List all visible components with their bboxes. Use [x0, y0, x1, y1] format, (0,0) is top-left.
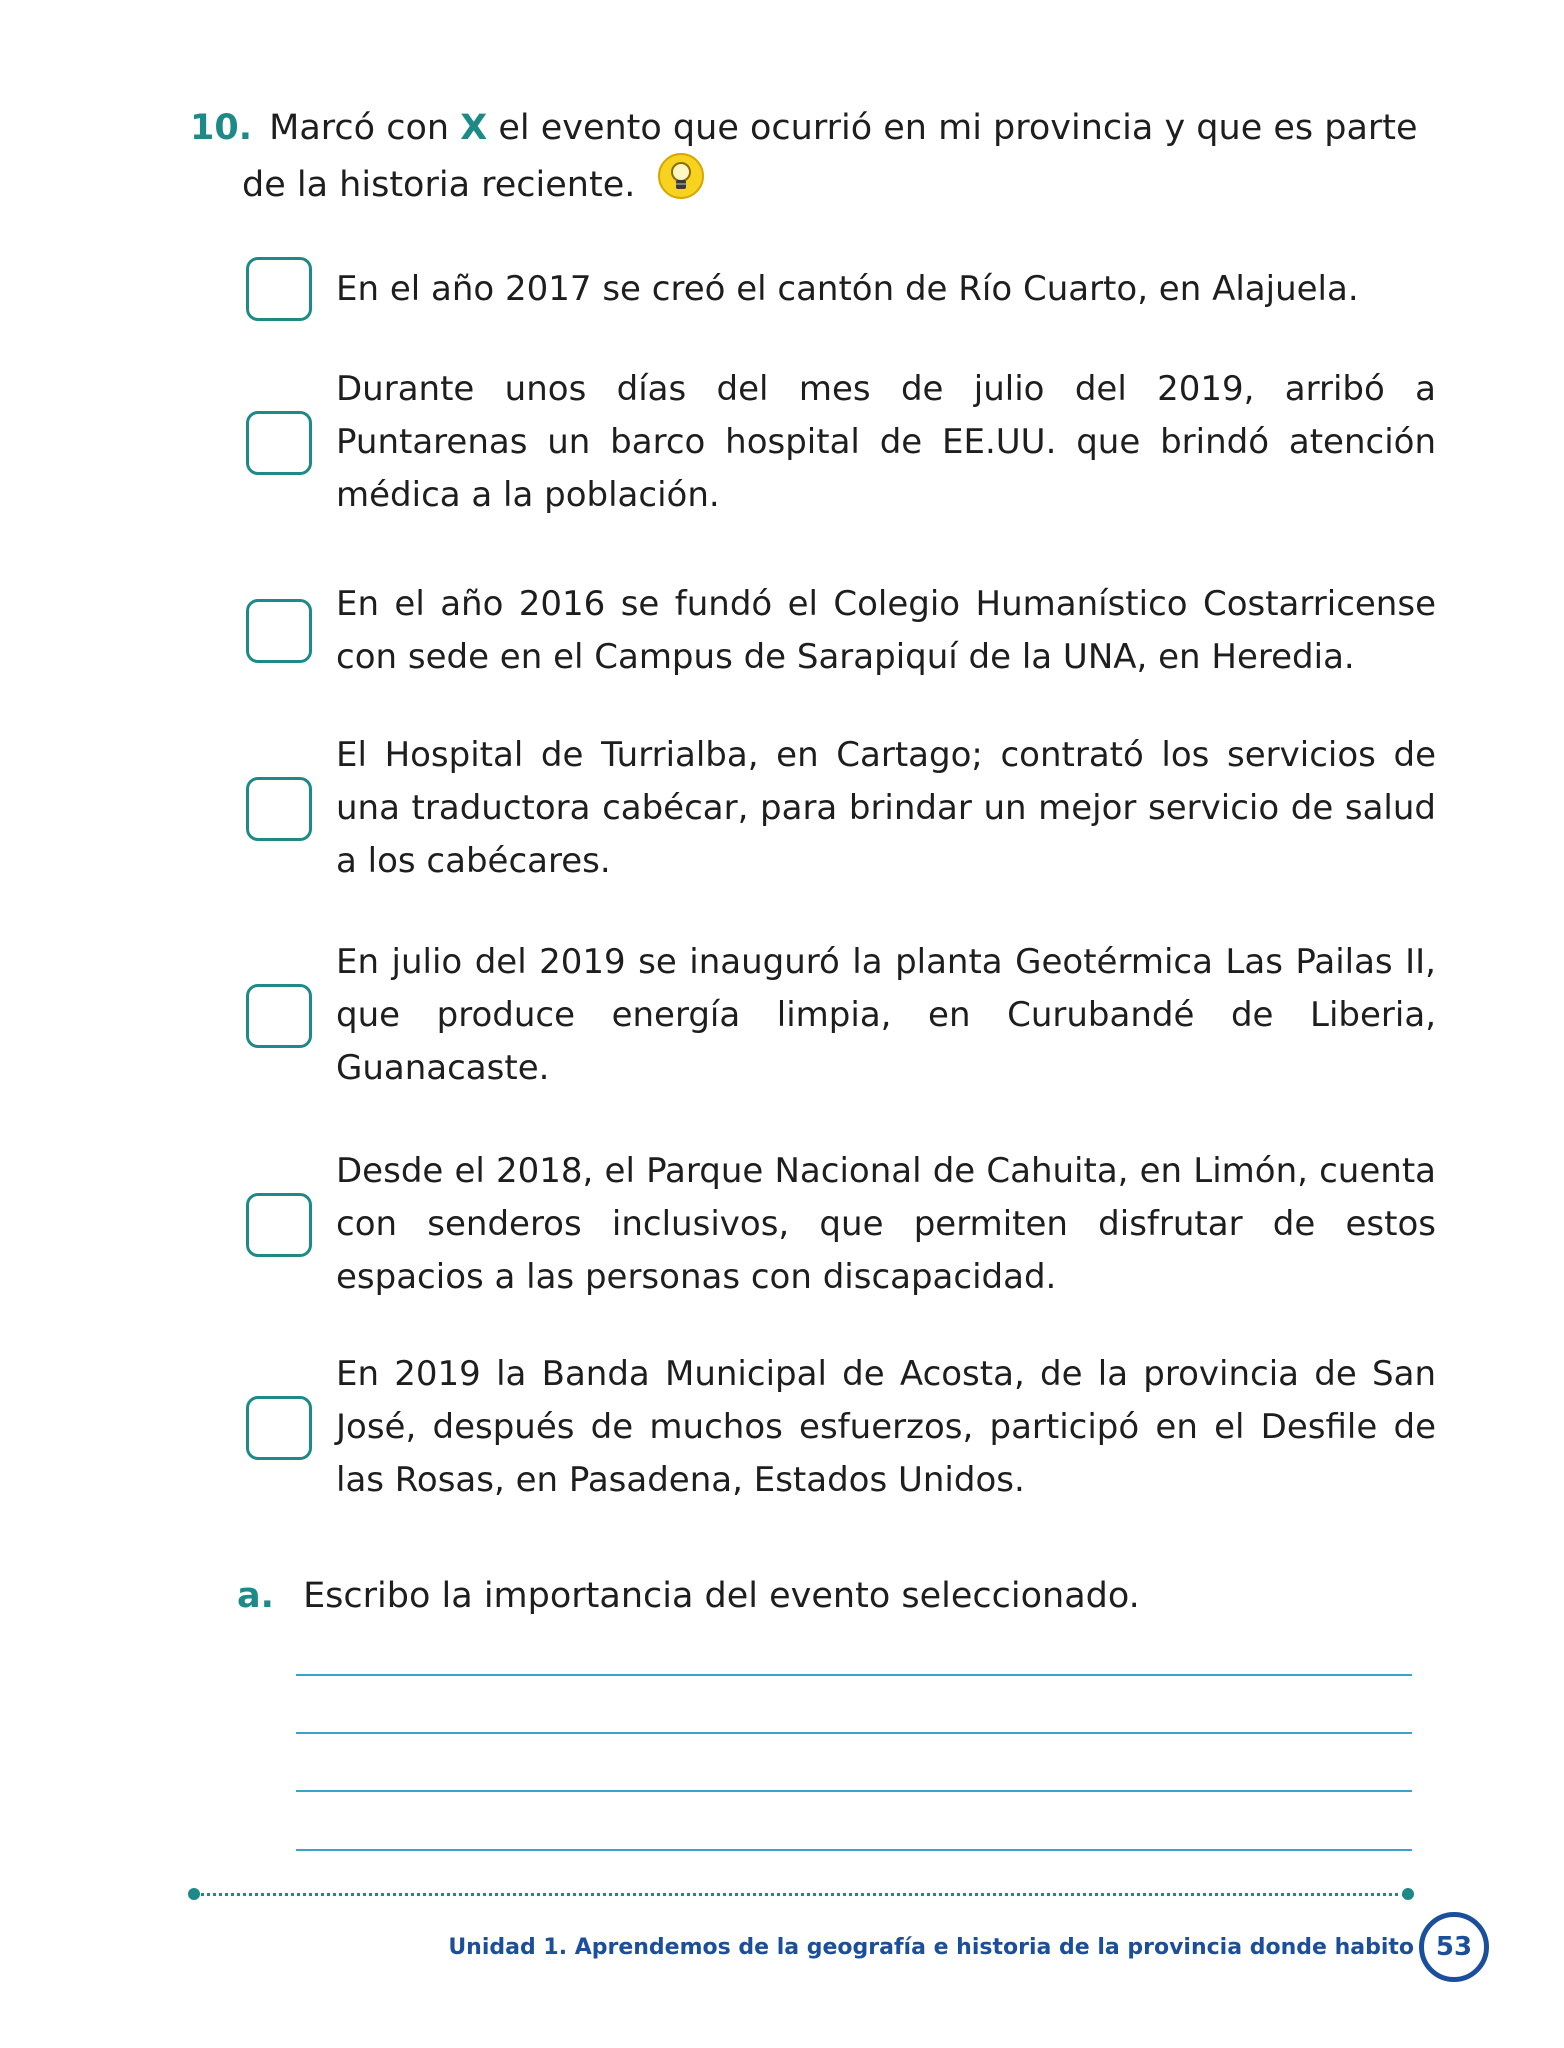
option-row: [246, 578, 1436, 684]
option-checkbox[interactable]: [246, 1193, 312, 1257]
option-checkbox[interactable]: [246, 1396, 312, 1460]
option-checkbox[interactable]: [246, 777, 312, 841]
option-row: [246, 729, 1436, 888]
question-x-mark: X: [460, 108, 488, 148]
option-text: En julio del 2019 se inauguró la planta Geotérmica Las Pailas II, que produce energía limpia, en Curubandé de Liberia, Guanacaste.: [336, 942, 1436, 1088]
option-row: [246, 1145, 1436, 1304]
question-text-after: el evento que ocurrió en mi provincia y que es parte: [498, 108, 1418, 148]
option-row: [246, 936, 1436, 1095]
question-line-1: [190, 100, 1430, 157]
footer-unit-title: Unidad 1. Aprendemos de la geografía e historia de la provincia donde habito: [448, 1935, 1414, 1960]
sub-question-a: [237, 1568, 1140, 1625]
footer-divider-dot-right: [1402, 1888, 1414, 1900]
question-text-before: Marcó con: [269, 108, 450, 148]
option-text: En el año 2017 se creó el cantón de Río Cuarto, en Alajuela.: [336, 268, 1359, 309]
option-checkbox[interactable]: [246, 599, 312, 663]
sub-question-letter: a.: [237, 1576, 274, 1616]
option-checkbox[interactable]: [246, 257, 312, 321]
question-number: 10.: [190, 108, 253, 148]
option-text: Desde el 2018, el Parque Nacional de Cahuita, en Limón, cuenta con senderos inclusivos, que permiten disfrutar de estos espacios a las personas con discapacidad.: [336, 1151, 1436, 1297]
option-text: En el año 2016 se fundó el Colegio Humanístico Costarricense con sede en el Campus de Sarapiquí de la UNA, en Heredia.: [336, 584, 1436, 677]
footer-divider: [194, 1893, 1406, 1896]
lightbulb-icon: [657, 152, 705, 200]
answer-line[interactable]: [296, 1790, 1412, 1792]
option-text: En 2019 la Banda Municipal de Acosta, de la provincia de San José, después de muchos esfuerzos, participó en el Desfile de las Rosas, en Pasadena, Estados Unidos.: [336, 1354, 1436, 1500]
option-row: [246, 1348, 1436, 1507]
page-number: 53: [1419, 1912, 1489, 1982]
sub-question-text: Escribo la importancia del evento seleccionado.: [303, 1576, 1140, 1616]
option-checkbox[interactable]: [246, 984, 312, 1048]
footer-divider-dot-left: [188, 1888, 200, 1900]
answer-line[interactable]: [296, 1674, 1412, 1676]
answer-line[interactable]: [296, 1732, 1412, 1734]
option-text: El Hospital de Turrialba, en Cartago; contrató los servicios de una traductora cabécar, para brindar un mejor servicio de salud a los cabécares.: [336, 735, 1436, 881]
option-checkbox[interactable]: [246, 411, 312, 475]
question-10: [190, 100, 1430, 214]
option-text: Durante unos días del mes de julio del 2019, arribó a Puntarenas un barco hospital de EE.UU. que brindó atención médica a la población.: [336, 369, 1436, 515]
option-row: [246, 363, 1436, 522]
answer-line[interactable]: [296, 1849, 1412, 1851]
question-line-2: [190, 157, 1430, 214]
option-row: [246, 257, 1436, 321]
question-line2-text: de la historia reciente.: [242, 165, 636, 205]
